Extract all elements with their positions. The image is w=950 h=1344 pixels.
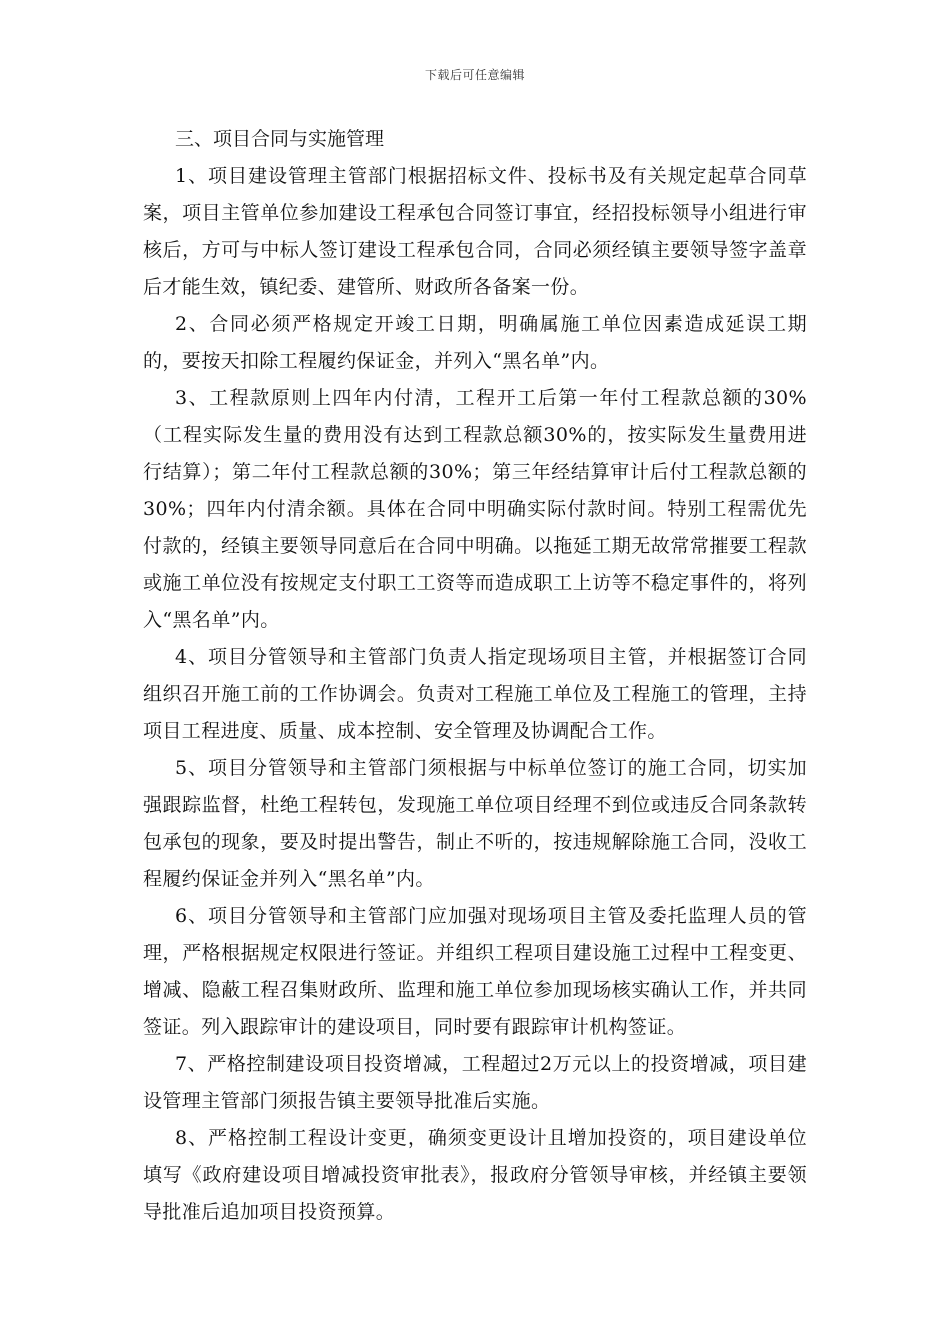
paragraph-5: 5、项目分管领导和主管部门须根据与中标单位签订的施工合同，切实加强跟踪监督，杜绝工程转包，发现施工单位项目经理不到位或违反合同条款转包承包的现象，要及时提出警告，制止不听的，按违规解除施工合同，没收工程履约保证金并列入“黑名单”内。 (143, 757, 807, 890)
header-note: 下载后可任意编辑 (424, 68, 525, 82)
paragraph-3: 3、工程款原则上四年内付清，工程开工后第一年付工程款总额的30%（工程实际发生量的费用没有达到工程款总额30%的，按实际发生量费用进行结算）；第二年付工程款总额的30%；第三年经结算审计后付工程款总额的30%；四年内付清余额。具体在合同中明确实际付款时间。特别工程需优先付款的，经镇主要领导同意后在合同中明确。以拖延工期无故常常摧要工程款或施工单位没有按规定支付职工工资等而造成职工上访等不稳定事件的，将列入“黑名单”内。 (143, 387, 807, 631)
paragraph-7: 7、严格控制建设项目投资增减，工程超过2万元以上的投资增减，项目建设管理主管部门须报告镇主要领导批准后实施。 (143, 1053, 807, 1112)
paragraph-2: 2、合同必须严格规定开竣工日期，明确属施工单位因素造成延误工期的，要按天扣除工程履约保证金，并列入“黑名单”内。 (143, 313, 807, 372)
section-title: 三、项目合同与实施管理 (175, 128, 385, 150)
paragraph-1: 1、项目建设管理主管部门根据招标文件、投标书及有关规定起草合同草案，项目主管单位参加建设工程承包合同签订事宜，经招投标领导小组进行审核后，方可与中标人签订建设工程承包合同，合同必须经镇主要领导签字盖章后才能生效，镇纪委、建管所、财政所各备案一份。 (143, 165, 807, 298)
paragraph-4: 4、项目分管领导和主管部门负责人指定现场项目主管，并根据签订合同组织召开施工前的工作协调会。负责对工程施工单位及工程施工的管理，主持项目工程进度、质量、成本控制、安全管理及协调配合工作。 (143, 646, 807, 742)
paragraph-6: 6、项目分管领导和主管部门应加强对现场项目主管及委托监理人员的管理，严格根据规定权限进行签证。并组织工程项目建设施工过程中工程变更、增减、隐蔽工程召集财政所、监理和施工单位参加现场核实确认工作，并共同签证。列入跟踪审计的建设项目，同时要有跟踪审计机构签证。 (143, 905, 807, 1038)
document-body (143, 121, 807, 1231)
paragraph-8: 8、严格控制工程设计变更，确须变更设计且增加投资的，项目建设单位填写《政府建设项目增减投资审批表》，报政府分管领导审核，并经镇主要领导批准后追加项目投资预算。 (143, 1127, 807, 1223)
